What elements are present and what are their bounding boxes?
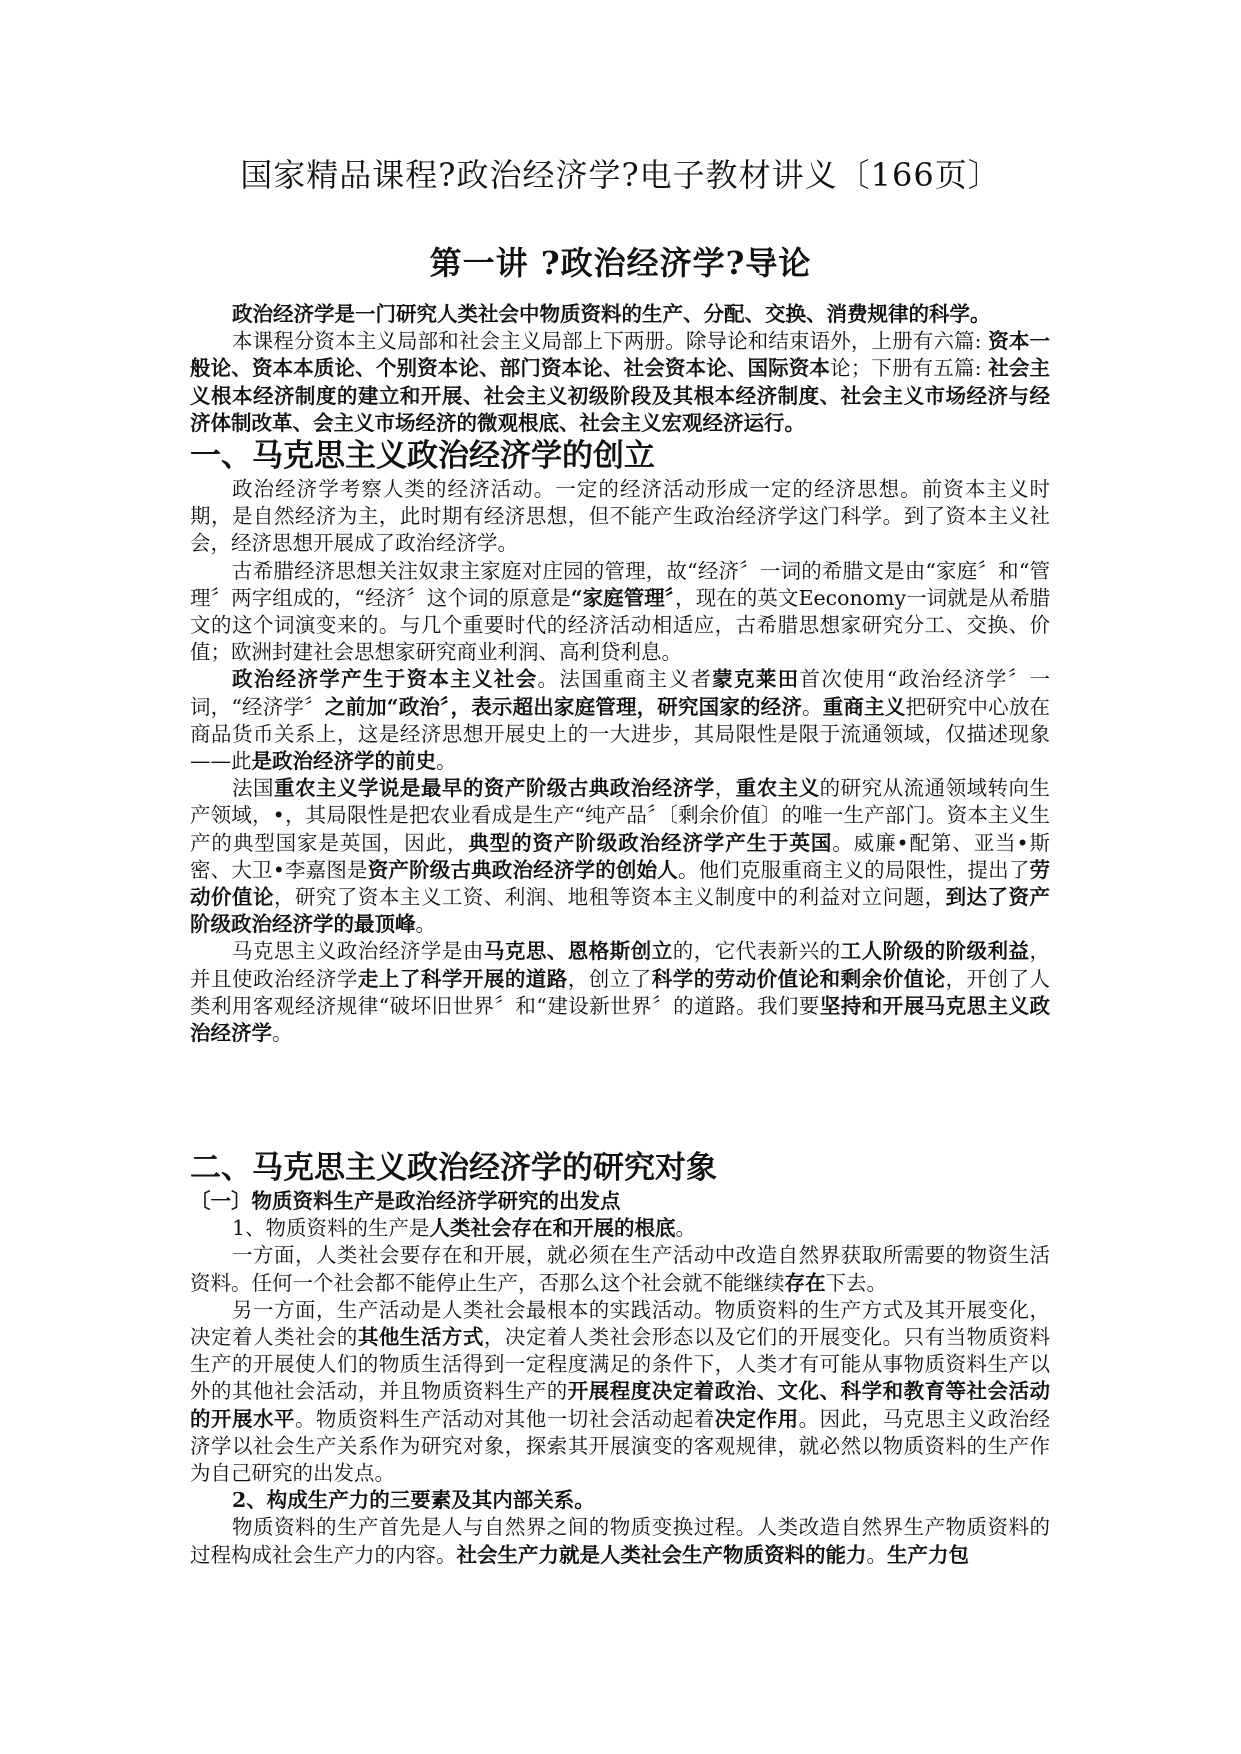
paragraph: 古希腊经济思想关注奴隶主家庭对庄园的管理，故“经济〞一词的希腊文是由“家庭〞和“管理〞两字组成的，“经济〞这个词的原意是“家庭管理〞，现在的英文Eeconomy一词就是从希腊文的这个词演变来的。与几个重要时代的经济活动相适应，古希腊思想家研究分工、交换、价值；欧洲封建社会思想家研究商业利润、高利贷利息。 — [190, 558, 1051, 665]
section-2 — [190, 1148, 1050, 1569]
section-1 — [190, 436, 1050, 1047]
definition-text: 政治经济学是一门研究人类社会中物质资料的生产、分配、交换、消费规律的科学。 — [232, 302, 991, 326]
paragraph: 政治经济学考察人类的经济活动。一定的经济活动形成一定的经济思想。前资本主义时期，是自然经济为主，此时期有经济思想，但不能产生政治经济学这门科学。到了资本主义社会，经济思想开展成了政治经济学。 — [190, 477, 1050, 556]
paragraph: 法国重农主义学说是最早的资产阶级古典政治经济学，重农主义的研究从流通领域转向生产领域，•，其局限性是把农业看成是生产“纯产品〞〔剩余价值〕的唯一生产部门。资本主义生产的典型国家是英国，因此，典型的资产阶级政治经济学产生于英国。威廉•配第、亚当•斯密、大卫•李嘉图是资产阶级古典政治经济学的创始人。他们克服重商主义的局限性，提出了劳动价值论，研究了资本主义工资、利润、地租等资本主义制度中的利益对立问题，到达了资产阶级政治经济学的最顶峰。 — [190, 776, 1051, 937]
paragraph: 马克思主义政治经济学是由马克思、恩格斯创立的，它代表新兴的工人阶级的阶级利益，并且使政治经济学走上了科学开展的道路，创立了科学的劳动价值论和剩余价值论，开创了人类利用客观经济规律“破坏旧世界〞和“建设新世界〞的道路。我们要坚持和开展马克思主义政治经济学。 — [190, 939, 1051, 1046]
intro-definition — [190, 301, 1050, 328]
list-item: 1、物质资料的生产是人类社会存在和开展的根底。 — [232, 1216, 697, 1241]
subsection-heading: 〔一〕物质资料生产是政治经济学研究的出发点 — [190, 1189, 621, 1213]
list-item: 2、构成生产力的三要素及其内部关系。 — [232, 1488, 595, 1513]
paragraph: 另一方面，生产活动是人类社会最根本的实践活动。物质资料的生产方式及其开展变化，决定着人类社会的其他生活方式，决定着人类社会形态以及它们的开展变化。只有当物质资料生产的开展使人们的物质生活得到一定程度满足的条件下，人类才有可能从事物质资料生产以外的其他社会活动，并且物质资料生产的开展程度决定着政治、文化、科学和教育等社会活动的开展水平。物质资料生产活动对其他一切社会活动起着决定作用。因此，马克思主义政治经济学以社会生产关系作为研究对象，探索其开展演变的客观规律，就必然以物质资料的生产作为自己研究的出发点。 — [190, 1297, 1051, 1486]
paragraph: 物质资料的生产首先是人与自然界之间的物质变换过程。人类改造自然界生产物质资料的过程构成社会生产力的内容。社会生产力就是人类社会生产物质资料的能力。生产力包 — [190, 1515, 1050, 1567]
intro-block — [190, 301, 1050, 437]
paragraph: 一方面，人类社会要存在和开展，就必须在生产活动中改造自然界获取所需要的物资生活资料。任何一个社会都不能停止生产，否那么这个社会就不能继续存在下去。 — [190, 1243, 1050, 1295]
intro-structure: 本课程分资本主义局部和社会主义局部上下两册。除导论和结束语外，上册有六篇: 资本一般论、资本本质论、个别资本论、部门资本论、社会资本论、国际资本论；下册有五篇: 社会主义根本经济制度的建立和开展、社会主义初级阶段及其根本经济制度、社会主义市场经济与经济体制改革、会主义市场经济的微观根底、社会主义宏观经济运行。 — [190, 329, 1051, 435]
document-title: 国家精品课程?政治经济学?电子教材讲义〔166页〕 — [240, 156, 1001, 194]
section-2-heading: 二、马克思主义政治经济学的研究对象 — [190, 1150, 717, 1186]
paragraph: 政治经济学产生于资本主义社会。法国重商主义者蒙克莱田首次使用“政治经济学〞一词，“经济学〞之前加“政治〞，表示超出家庭管理，研究国家的经济。重商主义把研究中心放在商品货币关系上，这是经济思想开展史上的一大进步，其局限性是限于流通领域，仅描述现象——此是政治经济学的前史。 — [190, 667, 1051, 774]
lecture-title: 第一讲 ?政治经济学?导论 — [429, 244, 812, 282]
section-1-heading: 一、马克思主义政治经济学的创立 — [190, 438, 655, 474]
